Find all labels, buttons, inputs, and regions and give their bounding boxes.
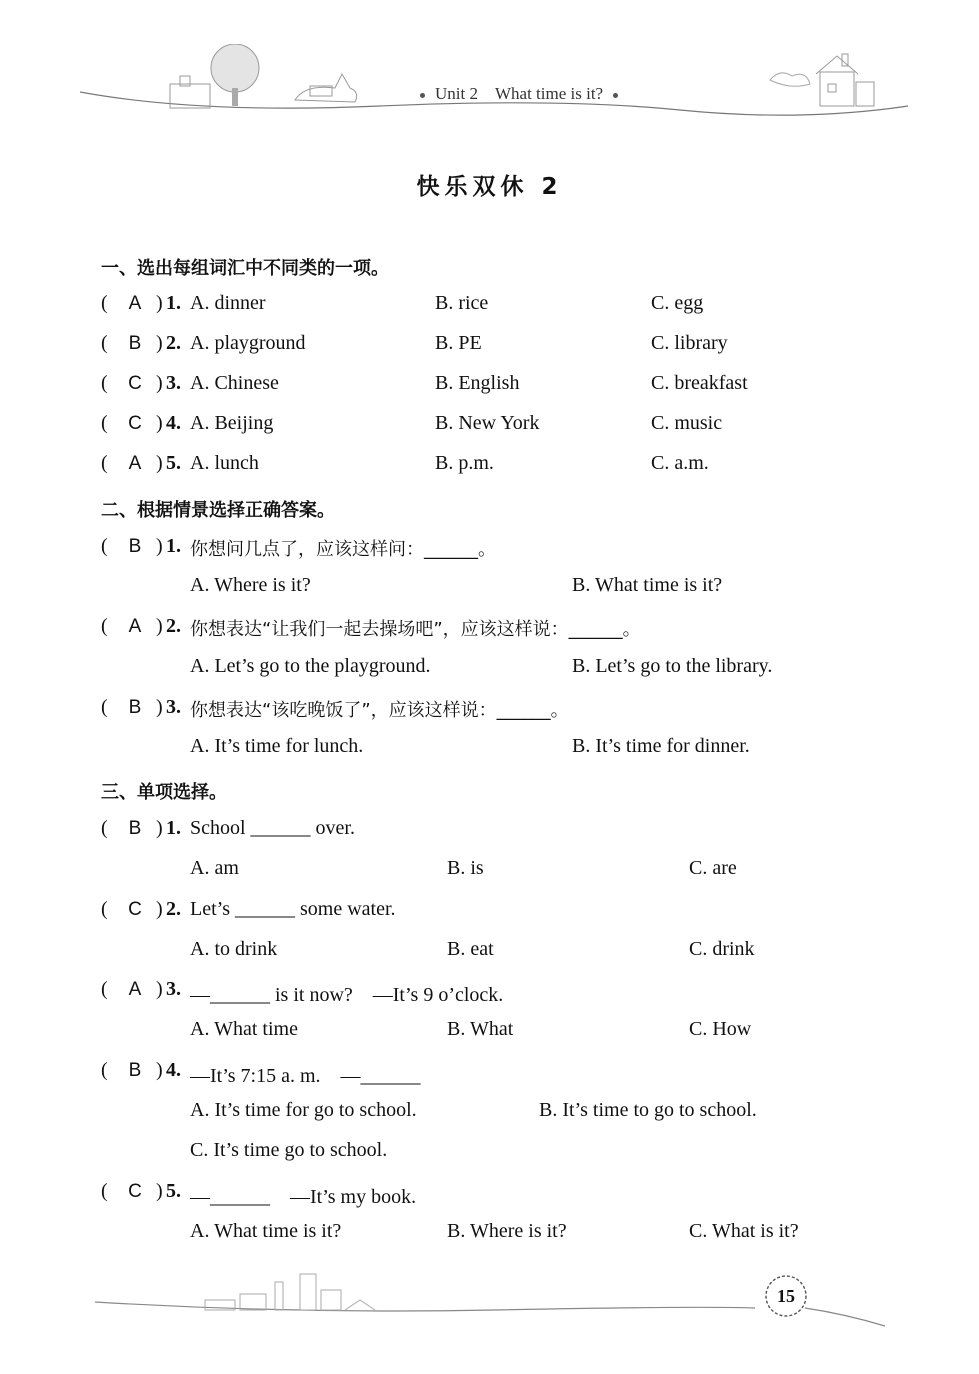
page-title: 快乐双休 2: [416, 174, 563, 200]
answer-letter: C: [128, 373, 142, 394]
s3-q1-option-b: B. is: [447, 857, 484, 879]
close-paren: ): [156, 898, 163, 920]
question-number: 4.: [166, 412, 181, 434]
answer-letter: B: [128, 536, 142, 557]
option-c: C. egg: [651, 292, 704, 314]
s2-question-1: [101, 535, 901, 563]
s2-q2-option-a: A. Let’s go to the playground.: [190, 655, 431, 677]
s3-q4-option-c: C. It’s time go to school.: [190, 1139, 388, 1161]
close-paren: ): [156, 452, 163, 474]
s2-q1-option-b: B. What time is it?: [572, 574, 723, 596]
open-paren: (: [101, 978, 108, 1000]
header-unit: Unit 2: [435, 84, 478, 103]
close-paren: ): [156, 1059, 163, 1081]
question-number: 1.: [166, 535, 181, 557]
open-paren: (: [101, 898, 108, 920]
question-number: 5.: [166, 1180, 181, 1202]
s3-q5-option-b: B. Where is it?: [447, 1220, 567, 1242]
question-text: Let’s ______ some water.: [190, 898, 396, 920]
s1-question-1: [101, 292, 901, 320]
close-paren: ): [156, 696, 163, 718]
question-text: —______ —It’s my book.: [190, 1186, 417, 1208]
open-paren: (: [101, 817, 108, 839]
question-text: 你想表达“该吃晚饭了”，应该这样说：______。: [190, 700, 569, 721]
s2-q1-option-a: A. Where is it?: [190, 574, 311, 596]
s1-question-2: [101, 332, 901, 360]
s3-q5-option-c: C. What is it?: [689, 1220, 799, 1242]
s3-q2-option-c: C. drink: [689, 938, 755, 960]
option-a: A. dinner: [190, 292, 266, 314]
section-1-heading: 一、选出每组词汇中不同类的一项。: [101, 258, 389, 279]
s3-q1-option-c: C. are: [689, 857, 737, 879]
answer-letter: A: [128, 453, 142, 474]
close-paren: ): [156, 1180, 163, 1202]
option-a: A. lunch: [190, 452, 259, 474]
question-text: —______ is it now? —It’s 9 o’clock.: [190, 984, 504, 1006]
option-b: B. rice: [435, 292, 489, 314]
open-paren: (: [101, 1180, 108, 1202]
question-number: 4.: [166, 1059, 181, 1081]
header-breadcrumb: [410, 84, 670, 106]
bullet-dot-icon: [613, 93, 618, 98]
question-number: 2.: [166, 615, 181, 637]
s3-question-5: [101, 1180, 901, 1208]
option-b: B. English: [435, 372, 520, 394]
answer-letter: C: [128, 1181, 142, 1202]
option-c: C. a.m.: [651, 452, 709, 474]
s3-q4-option-a: A. It’s time for go to school.: [190, 1099, 417, 1121]
s3-q4-option-b: B. It’s time to go to school.: [539, 1099, 757, 1121]
question-number: 1.: [166, 817, 181, 839]
s3-question-2: [101, 898, 901, 926]
s3-q2-option-b: B. eat: [447, 938, 494, 960]
question-number: 2.: [166, 898, 181, 920]
s1-question-4: [101, 412, 901, 440]
question-number: 1.: [166, 292, 181, 314]
s2-q3-option-b: B. It’s time for dinner.: [572, 735, 750, 757]
s3-q3-option-a: A. What time: [190, 1018, 298, 1040]
option-b: B. New York: [435, 412, 540, 434]
close-paren: ): [156, 292, 163, 314]
open-paren: (: [101, 452, 108, 474]
question-text: —It’s 7:15 a. m. —______: [190, 1065, 421, 1087]
question-number: 5.: [166, 452, 181, 474]
open-paren: (: [101, 372, 108, 394]
section-3-heading: 三、单项选择。: [101, 782, 227, 803]
open-paren: (: [101, 535, 108, 557]
question-text: School ______ over.: [190, 817, 355, 839]
question-text: 你想表达“让我们一起去操场吧”，应该这样说：______。: [190, 619, 641, 640]
s3-q2-option-a: A. to drink: [190, 938, 278, 960]
option-a: A. Beijing: [190, 412, 274, 434]
question-number: 3.: [166, 372, 181, 394]
answer-letter: A: [128, 293, 142, 314]
s3-q5-option-a: A. What time is it?: [190, 1220, 342, 1242]
close-paren: ): [156, 412, 163, 434]
question-number: 3.: [166, 978, 181, 1000]
question-text: 你想问几点了，应该这样问：______。: [190, 539, 496, 560]
page-number: 15: [777, 1286, 795, 1306]
question-number: 3.: [166, 696, 181, 718]
close-paren: ): [156, 615, 163, 637]
answer-letter: B: [128, 333, 142, 354]
open-paren: (: [101, 696, 108, 718]
s3-q3-option-b: B. What: [447, 1018, 514, 1040]
option-a: A. playground: [190, 332, 306, 354]
s2-q3-option-a: A. It’s time for lunch.: [190, 735, 364, 757]
answer-letter: A: [128, 616, 142, 637]
answer-letter: A: [128, 979, 142, 1000]
close-paren: ): [156, 372, 163, 394]
close-paren: ): [156, 332, 163, 354]
answer-letter: B: [128, 818, 142, 839]
s2-question-2: [101, 615, 901, 643]
question-number: 2.: [166, 332, 181, 354]
option-c: C. library: [651, 332, 728, 354]
s3-question-1: [101, 817, 901, 845]
s2-question-3: [101, 696, 901, 724]
answer-letter: B: [128, 697, 142, 718]
s1-question-5: [101, 452, 901, 480]
open-paren: (: [101, 615, 108, 637]
answer-letter: B: [128, 1060, 142, 1081]
bullet-dot-icon: [420, 93, 425, 98]
open-paren: (: [101, 292, 108, 314]
open-paren: (: [101, 412, 108, 434]
s3-q3-option-c: C. How: [689, 1018, 752, 1040]
s2-q2-option-b: B. Let’s go to the library.: [572, 655, 773, 677]
option-a: A. Chinese: [190, 372, 279, 394]
close-paren: ): [156, 978, 163, 1000]
option-b: B. p.m.: [435, 452, 494, 474]
s1-question-3: [101, 372, 901, 400]
option-b: B. PE: [435, 332, 482, 354]
option-c: C. music: [651, 412, 723, 434]
close-paren: ): [156, 535, 163, 557]
s3-q1-option-a: A. am: [190, 857, 239, 879]
s3-question-4: [101, 1059, 901, 1087]
open-paren: (: [101, 1059, 108, 1081]
s3-question-3: [101, 978, 901, 1006]
section-2-heading: 二、根据情景选择正确答案。: [101, 500, 335, 521]
option-c: C. breakfast: [651, 372, 748, 394]
close-paren: ): [156, 817, 163, 839]
header-title: What time is it?: [494, 84, 604, 103]
answer-letter: C: [128, 899, 142, 920]
open-paren: (: [101, 332, 108, 354]
answer-letter: C: [128, 413, 142, 434]
